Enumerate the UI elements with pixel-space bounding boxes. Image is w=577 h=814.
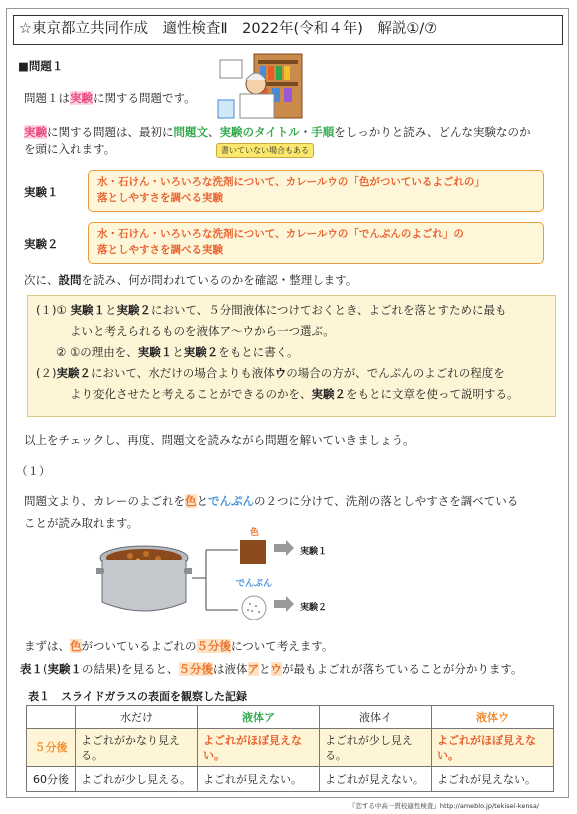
next-step-text: 次に、設問を読み、何が問われているのかを確認・整理します。	[24, 273, 358, 287]
table-row	[27, 767, 554, 792]
curry-pot-illustration	[96, 540, 192, 618]
scientist-illustration	[214, 52, 304, 120]
section-title: ■問題１	[18, 59, 64, 73]
table-row	[27, 729, 554, 767]
table-cell: よごれがかなり見える。	[76, 729, 198, 767]
table-header-cell	[27, 706, 76, 729]
table-cell: よごれが見えない。	[197, 767, 319, 792]
question-summary-box	[27, 295, 556, 417]
intro-text: 問題１は実験に関する問題です。	[24, 91, 196, 105]
results-table	[26, 705, 554, 792]
table-cell: よごれが見えない。	[319, 767, 431, 792]
table-cell: よごれがほぼ見えない。	[197, 729, 319, 767]
table-header-cell: 液体イ	[319, 706, 431, 729]
row-label: 60分後	[27, 767, 76, 792]
experiment-intro: 実験に関する問題は、最初に問題文、実験のタイトル・手順をしっかりと読み、どんな実験なのか を頭に入れます。	[24, 125, 531, 156]
brown-square-icon	[240, 540, 266, 564]
color-label: 色	[250, 528, 260, 538]
question-1-2: ② ①の理由を、実験１と実験２をもとに書く。	[56, 345, 299, 359]
part-1-sentence-2: まずは、色がついているよごれの５分後について考えます。	[24, 639, 334, 653]
starch-circle-icon	[242, 596, 266, 620]
question-1-1-cont: よいと考えられるものを液体ア～ウから一つ選ぶ。	[70, 324, 335, 338]
part-1-sentence-3: 表１(実験１の結果)を見ると、５分後は液体アとウが最もよごれが落ちていることが分かります。	[20, 662, 523, 676]
diagram-exp1-label: 実験１	[300, 547, 328, 557]
footer-credit: 『恋する中高一貫校適性検査』http://ameblo.jp/tekisei-kensa/	[348, 802, 539, 810]
note-tag: 書いていない場合もある	[216, 143, 314, 158]
page-title: ☆東京都立共同作成 適性検査Ⅱ 2022年(令和４年) 解説①/⑦	[13, 15, 563, 45]
part-1-sentence-1: 問題文より、カレーのよごれを色とでんぷんの２つに分けて、洗剤の落としやすさを調べている ことが読み取れます。	[24, 494, 519, 530]
table-cell: よごれがほぼ見えない。	[432, 729, 554, 767]
experiment-1-box: 水・石けん・いろいろな洗剤について、カレールウの「色がついているよごれの」 落としやすさを調べる実験	[88, 170, 544, 212]
experiment-2-box: 水・石けん・いろいろな洗剤について、カレールウの「でんぷんのよごれ」の 落としやすさを調べる実験	[88, 222, 544, 264]
question-1-1: (１)① 実験１と実験２において、５分間液体につけておくとき、よごれを落とすために最も	[36, 303, 507, 317]
question-2: (２)実験２において、水だけの場合よりも液体ウの場合の方が、でんぷんのよごれの程度を	[36, 366, 505, 380]
experiment-2-label: 実験２	[24, 237, 59, 251]
table-header-cell: 液体ウ	[432, 706, 554, 729]
table-cell: よごれが少し見える。	[319, 729, 431, 767]
table-header-cell: 水だけ	[76, 706, 198, 729]
diagram-exp2-label: 実験２	[300, 603, 328, 613]
table-header-row	[27, 706, 554, 729]
table-caption: 表１ スライドガラスの表面を観察した記録	[28, 690, 248, 703]
table-header-cell: 液体ア	[197, 706, 319, 729]
check-text: 以上をチェックし、再度、問題文を読みながら問題を解いていきましょう。	[24, 433, 415, 447]
table-cell: よごれが少し見える。	[76, 767, 198, 792]
part-1-label: （１）	[16, 464, 51, 478]
row-label: ５分後	[27, 729, 76, 767]
starch-label: でんぷん	[236, 579, 273, 589]
table-cell: よごれが見えない。	[432, 767, 554, 792]
question-2-cont: より変化させたと考えることができるのかを、実験２をもとに文章を使って説明する。	[70, 387, 519, 401]
experiment-1-label: 実験１	[24, 185, 59, 199]
